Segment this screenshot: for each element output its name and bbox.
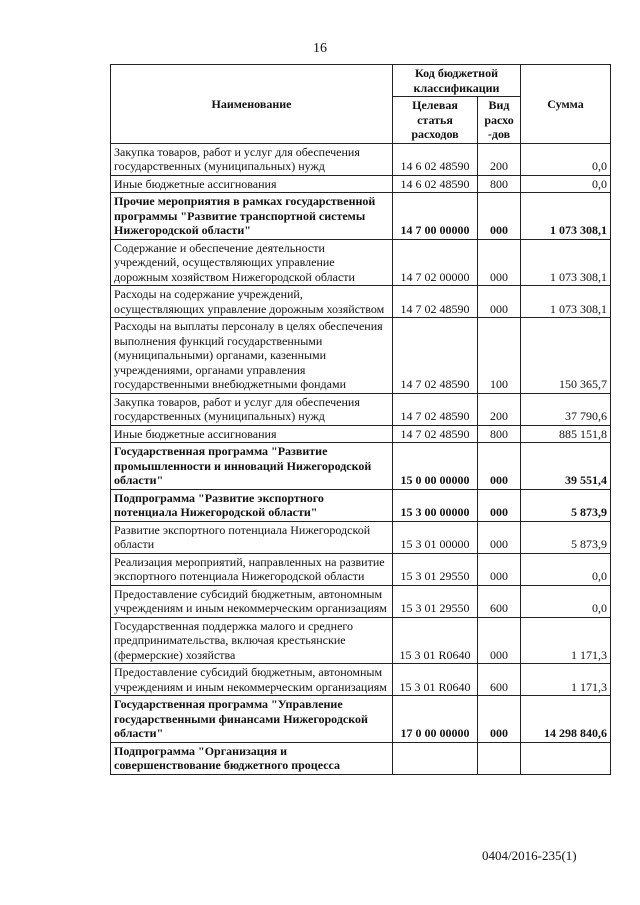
row-code: 14 7 02 48590	[393, 393, 478, 425]
row-sum: 1 171,3	[521, 664, 611, 696]
row-sum: 885 151,8	[521, 425, 611, 443]
row-code: 14 7 02 00000	[393, 239, 478, 286]
table-row	[111, 664, 611, 696]
row-code: 15 3 01 R0640	[393, 664, 478, 696]
row-name: Закупка товаров, работ и услуг для обеспечения государственных (муниципальных) нужд	[111, 393, 393, 425]
header-type: Вид расхо -дов	[478, 97, 521, 144]
header-row-top	[111, 65, 611, 97]
table-row	[111, 286, 611, 318]
row-type: 000	[478, 443, 521, 490]
row-name: Прочие мероприятия в рамках государственной программы "Развитие транспортной системы Нижегородской области"	[111, 193, 393, 240]
row-sum: 14 298 840,6	[521, 696, 611, 743]
row-code: 14 7 02 48590	[393, 318, 478, 394]
table-row	[111, 443, 611, 490]
row-sum: 0,0	[521, 175, 611, 193]
row-code	[393, 742, 478, 774]
row-name: Государственная программа "Развитие промышленности и инноваций Нижегородской области"	[111, 443, 393, 490]
header-sum: Сумма	[521, 65, 611, 144]
row-code: 15 0 00 00000	[393, 443, 478, 490]
row-sum: 37 790,6	[521, 393, 611, 425]
row-sum: 1 073 308,1	[521, 193, 611, 240]
row-name: Предоставление субсидий бюджетным, автономным учреждениям и иным некоммерческим организациям	[111, 664, 393, 696]
page-number: 16	[313, 41, 327, 56]
row-sum: 1 073 308,1	[521, 239, 611, 286]
row-name: Закупка товаров, работ и услуг для обеспечения государственных (муниципальных) нужд	[111, 143, 393, 175]
row-name: Расходы на выплаты персоналу в целях обеспечения выполнения функций государственными (муниципальными) органами, казенными учреждениями, органами управления государственными внебюджетными фондами	[111, 318, 393, 394]
row-code: 15 3 01 00000	[393, 521, 478, 553]
row-code: 14 7 02 48590	[393, 286, 478, 318]
row-code: 15 3 01 R0640	[393, 617, 478, 664]
row-sum: 150 365,7	[521, 318, 611, 394]
row-code: 15 3 01 29550	[393, 585, 478, 617]
row-type: 000	[478, 286, 521, 318]
table-row	[111, 617, 611, 664]
row-name: Развитие экспортного потенциала Нижегородской области	[111, 521, 393, 553]
table-row	[111, 239, 611, 286]
row-sum: 0,0	[521, 143, 611, 175]
row-name: Предоставление субсидий бюджетным, автономным учреждениям и иным некоммерческим организациям	[111, 585, 393, 617]
row-type: 000	[478, 521, 521, 553]
row-type: 200	[478, 393, 521, 425]
table-row	[111, 193, 611, 240]
document-id: 0404/2016-235(1)	[482, 848, 577, 863]
row-type: 000	[478, 239, 521, 286]
row-type: 000	[478, 193, 521, 240]
row-name: Реализация мероприятий, направленных на развитие экспортного потенциала Нижегородской области	[111, 553, 393, 585]
row-code: 15 3 01 29550	[393, 553, 478, 585]
row-sum: 1 171,3	[521, 617, 611, 664]
row-type: 000	[478, 696, 521, 743]
row-type: 200	[478, 143, 521, 175]
table-row	[111, 175, 611, 193]
row-sum	[521, 742, 611, 774]
row-code: 15 3 00 00000	[393, 489, 478, 521]
row-name: Государственная программа "Управление государственными финансами Нижегородской области"	[111, 696, 393, 743]
row-sum: 1 073 308,1	[521, 286, 611, 318]
row-code: 14 6 02 48590	[393, 143, 478, 175]
row-type	[478, 742, 521, 774]
row-code: 14 7 00 00000	[393, 193, 478, 240]
row-code: 17 0 00 00000	[393, 696, 478, 743]
header-name: Наименование	[111, 65, 393, 144]
table-row	[111, 553, 611, 585]
row-name: Иные бюджетные ассигнования	[111, 425, 393, 443]
row-type: 100	[478, 318, 521, 394]
row-name: Подпрограмма "Организация и совершенствование бюджетного процесса	[111, 742, 393, 774]
table-row	[111, 425, 611, 443]
row-name: Расходы на содержание учреждений, осуществляющих управление дорожным хозяйством	[111, 286, 393, 318]
row-type: 800	[478, 175, 521, 193]
header-code-group: Код бюджетной классификации	[393, 65, 521, 97]
row-code: 14 7 02 48590	[393, 425, 478, 443]
table-row	[111, 318, 611, 394]
row-type: 000	[478, 617, 521, 664]
row-type: 800	[478, 425, 521, 443]
row-sum: 5 873,9	[521, 521, 611, 553]
table-row	[111, 521, 611, 553]
row-name: Содержание и обеспечение деятельности учреждений, осуществляющих управление дорожным хозяйством Нижегородской области	[111, 239, 393, 286]
row-type: 600	[478, 585, 521, 617]
row-sum: 5 873,9	[521, 489, 611, 521]
row-type: 000	[478, 553, 521, 585]
row-code: 14 6 02 48590	[393, 175, 478, 193]
row-sum: 0,0	[521, 585, 611, 617]
table-row	[111, 489, 611, 521]
table-row	[111, 393, 611, 425]
header-target: Целевая статья расходов	[393, 97, 478, 144]
table-row	[111, 696, 611, 743]
table-row	[111, 585, 611, 617]
table-row	[111, 742, 611, 774]
row-sum: 0,0	[521, 553, 611, 585]
row-name: Государственная поддержка малого и среднего предпринимательства, включая крестьянские (фермерские) хозяйства	[111, 617, 393, 664]
row-name: Подпрограмма "Развитие экспортного потенциала Нижегородской области"	[111, 489, 393, 521]
budget-table	[110, 64, 611, 775]
row-name: Иные бюджетные ассигнования	[111, 175, 393, 193]
row-sum: 39 551,4	[521, 443, 611, 490]
row-type: 600	[478, 664, 521, 696]
table-body	[111, 143, 611, 774]
row-type: 000	[478, 489, 521, 521]
table-row	[111, 143, 611, 175]
